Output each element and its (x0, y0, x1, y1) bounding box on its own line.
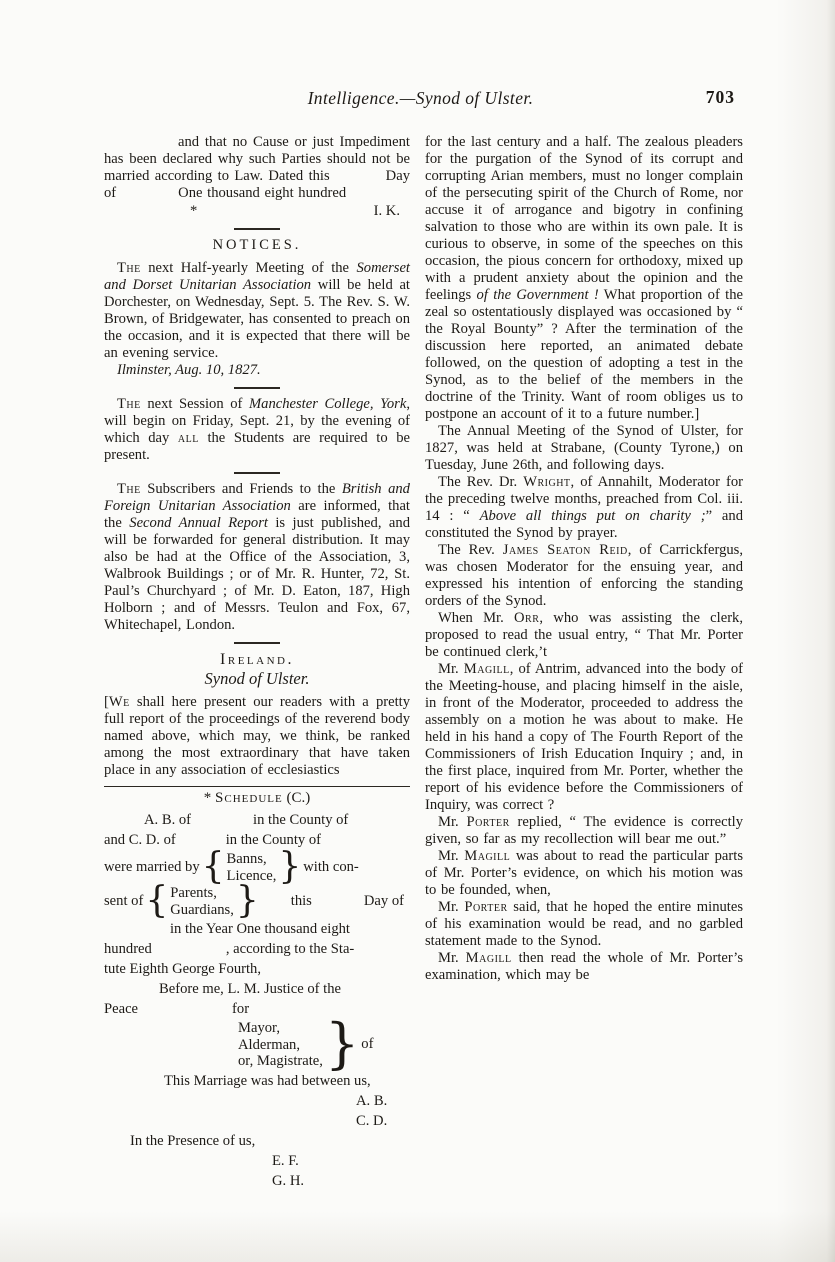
notice-dateline: Ilminster, Aug. 10, 1827. (117, 362, 261, 378)
brace-mid-text: this (290, 893, 312, 909)
brace-options (170, 885, 234, 918)
schedule-line: Peace for (104, 1001, 250, 1017)
schedule-brace-row-officials (104, 1012, 410, 1076)
schedule-form (104, 790, 410, 1191)
schedule-line: tute Eighth George Fourth, (104, 961, 261, 977)
signature-initials: I. K. (373, 203, 400, 219)
schedule-line: and C. D. of in the County of (104, 832, 322, 848)
open-brace-glyph: { (145, 880, 169, 922)
body-paragraph: The Annual Meeting of the Synod of Ulster, for 1827, was held at Strabane, (County Tyrone,) on Tuesday, June 26th, and following days. (425, 423, 743, 473)
brace-after-text: with con- (303, 859, 359, 875)
close-brace-glyph: } (278, 846, 302, 888)
brace-before-text: sent of (104, 893, 144, 909)
body-paragraph: Mr. Magill then read the whole of Mr. Porter’s examination, which may be (425, 950, 744, 983)
page-header (0, 0, 835, 120)
notice-paragraph: The Subscribers and Friends to the British and Foreign Unitarian Association are informed, that the Second Annual Report is just published, and will be forwarded for general distribution. It may also be had at the Office of the Association, 3, Walbrook Buildings ; or of Mr. R. Hunter, 72, St. Paul’s Churchyard ; of Mr. D. Eaton, 187, High Holborn ; and of Messrs. Teulon and Fox, 67, Whitechapel, London. (104, 481, 410, 633)
brace-option: Guardians, (170, 901, 234, 918)
schedule-signature: G. H. (272, 1172, 305, 1189)
section-rule (234, 387, 280, 389)
page-number: 703 (705, 87, 735, 107)
right-column (425, 134, 743, 1191)
two-column-body (0, 120, 835, 1191)
schedule-heading: * Schedule (C.) (203, 790, 311, 806)
body-paragraph: Mr. Magill was about to read the particular parts of Mr. Porter’s evidence, on which his motion was to be founded, when, (425, 848, 743, 898)
body-paragraph: When Mr. Orr, who was assisting the clerk, proposed to read the usual entry, “ That Mr. Porter be continued clerk,’t (425, 610, 743, 660)
schedule-line: hundred , according to the Sta- (104, 941, 355, 957)
body-paragraph: for the last century and a half. The zealous pleaders for the purgation of the Synod of its corrupt and corrupting Arian members, must no longer complain of the persecuting spirit of the Church of Rome, nor accuse it of arrogance and bigotry in confining salvation to those who are within its own pale. It is curious to observe, in some of the speeches on this occasion, the pious concern for orthodoxy, mixed up with a prudent anxiety about the opinion and the feelings of the Government ! What proportion of the zeal so ostentatiously displayed was occasioned by “ the Royal Bounty” ? After the termination of the discussion here reported, an animated debate followed, on the question of adopting a test in the Synod, as to the belief of the members in the doctrine of the Trinity. Want of room obliges us to postpone an account of it to a future number.] (425, 134, 743, 422)
brace-option: Licence, (226, 867, 277, 884)
brace-options (227, 851, 277, 884)
brace-option: Banns, (226, 851, 267, 867)
asterisk-mark: * (190, 203, 198, 219)
left-column (104, 134, 410, 1191)
schedule-brace-row-consent (104, 880, 410, 922)
close-brace-glyph: } (235, 880, 259, 922)
body-paragraph: Mr. Porter said, that he hoped the entire minutes of his examination would be read, and no garbled statement made to the Synod. (425, 899, 744, 949)
brace-option: Alderman, (238, 1036, 301, 1053)
continuation-paragraph: and that no Cause or just Impediment has been declared why such Parties should not be married according to Law. Dated this Day of One thousand eight hundred (104, 134, 410, 201)
notices-heading: NOTICES. (212, 237, 302, 253)
schedule-line: A. B. of in the County of (144, 812, 349, 828)
schedule-signature: A. B. (356, 1092, 388, 1109)
section-rule (234, 642, 280, 644)
schedule-line: In the Presence of us, (130, 1132, 256, 1149)
body-paragraph: Mr. Magill, of Antrim, advanced into the body of the Meeting-house, and placing himself in the aisle, in front of the Moderator, proceeded to address the assembly on a motion he was about to make. He held in his hand a copy of The Fourth Report of the Commissioners of Irish Education Inquiry ; and, in the first place, inquired from Mr. Porter, whether the report of his evidence before the Commissioners of Inquiry, was correct ? (425, 661, 743, 813)
body-paragraph: The Rev. James Seaton Reid, of Carrickfergus, was chosen Moderator for the ensuing year, and expressed his intention of enforcing the standing orders of the Synod. (425, 542, 743, 609)
editor-intro-paragraph: [We shall here present our readers with a pretty full report of the proceedings of the reverend body named above, which may, we think, be ranked among the most extraordinary that have taken place in any association of ecclesiastics (104, 694, 410, 778)
synod-of-ulster-heading: Synod of Ulster. (204, 669, 310, 688)
notice-paragraph: The next Session of Manchester College, York, will begin on Friday, Sept. 21, by the evening of which day all the Students are required to be present. (104, 396, 410, 463)
brace-option: Parents, (170, 885, 217, 901)
schedule-line: This Marriage was had between us, (164, 1072, 371, 1089)
brace-option: or, Magistrate, (238, 1053, 323, 1069)
schedule-signature: E. F. (272, 1152, 299, 1169)
section-rule (234, 228, 280, 230)
brace-option: Mayor, (238, 1020, 280, 1036)
brace-after-text: Day of (363, 893, 404, 909)
open-brace-glyph: { (201, 846, 225, 888)
schedule-brace-row-banns (104, 846, 410, 888)
close-brace-glyph: } (324, 1012, 360, 1076)
running-title: Intelligence.—Synod of Ulster. (307, 88, 534, 108)
schedule-line: in the Year One thousand eight (170, 921, 350, 937)
brace-before-text: were married by (104, 859, 200, 875)
brace-after-text: of (361, 1036, 374, 1053)
brace-options (238, 1020, 323, 1070)
footnote-rule (104, 786, 410, 787)
schedule-signature: C. D. (356, 1112, 388, 1129)
body-paragraph: The Rev. Dr. Wright, of Annahilt, Moderator for the preceding twelve months, preached from Col. iii. 14 : “ Above all things put on charity ;” and constituted the Synod by prayer. (425, 474, 743, 541)
notice-paragraph: The next Half-yearly Meeting of the Somerset and Dorset Unitarian Association will be held at Dorchester, on Wednesday, Sept. 5. The Rev. S. W. Brown, of Bridgewater, has consented to preach on the occasion, and it is expected that there will be an evening service. (104, 260, 410, 361)
body-paragraph: Mr. Porter replied, “ The evidence is correctly given, so far as my recollection will bear me out.” (425, 814, 743, 847)
ireland-heading: Ireland. (220, 651, 294, 668)
schedule-line: Before me, L. M. Justice of the (159, 981, 341, 997)
section-rule (234, 472, 280, 474)
signature-line (104, 202, 410, 220)
